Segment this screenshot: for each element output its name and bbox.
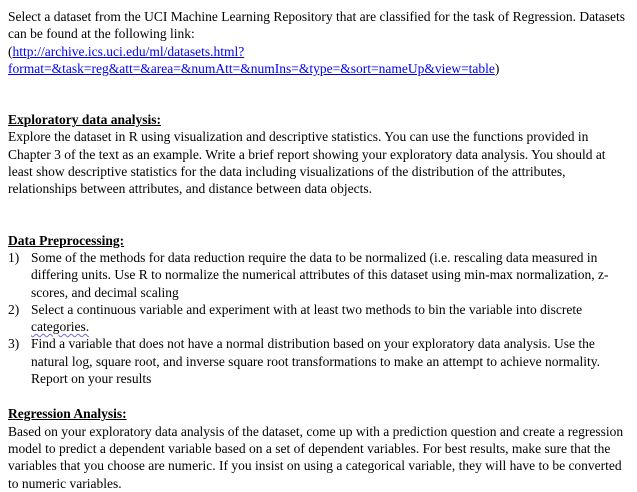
exploratory-heading: Exploratory data analysis: (8, 112, 162, 128)
uci-datasets-link[interactable]: http://archive.ics.uci.edu/ml/datasets.html?format=&task=reg&att=&area=&numAtt=&numIns=&type=&sort=nameUp&view=table (8, 43, 495, 76)
list-item-number: 1) (8, 249, 20, 265)
list-item-text: Some of the methods for data reduction require the data to be normalized (i.e. rescaling data measured in differing units. Use R to normalize the numerical attributes of this dataset using min-max normalization, z-scores, and decimal scaling (31, 249, 609, 300)
preprocessing-heading: Data Preprocessing: (8, 232, 125, 248)
list-item (8, 249, 632, 301)
preprocessing-list (8, 249, 632, 387)
intro-paragraph (8, 8, 632, 77)
intro-text: Select a dataset from the UCI Machine Learning Repository that are classified for the task of Regression. Datasets can be found at the following link: (8, 9, 626, 42)
link-open-paren: ( (8, 43, 13, 59)
list-item (8, 301, 632, 336)
list-item (8, 335, 632, 387)
regression-body: Based on your exploratory data analysis of the dataset, come up with a prediction question and create a regression model to predict a dependent variable based on a set of dependent variables. For best results, make sure that the variables that you choose are numeric. If you insist on using a categorical variable, they will have to be converted to numeric variables. (8, 423, 624, 491)
list-item-text: Select a continuous variable and experiment with at least two methods to bin the variable into discrete (31, 301, 583, 317)
link-close-paren: ) (494, 60, 500, 76)
spacer (8, 77, 632, 111)
exploratory-body: Explore the dataset in R using visualization and descriptive statistics. You can use the functions provided in Chapter 3 of the text as an example. Write a brief report showing your exploratory data analysis. You should at least show descriptive statistics for the data including visualizations of the distribution of the attributes, relationships between attributes, and distance between data objects. (8, 129, 606, 197)
list-item-number: 3) (8, 336, 20, 352)
spacer (8, 387, 632, 405)
spacer (8, 198, 632, 232)
document-page (8, 8, 632, 492)
spellcheck-flagged-word[interactable]: categories. (31, 319, 90, 335)
list-item-number: 2) (8, 301, 20, 317)
list-item-text: Find a variable that does not have a normal distribution based on your exploratory data analysis. Use the natural log, square root, and inverse square root transformations to make an attempt to achieve normality. Report on your results (31, 336, 600, 387)
regression-heading: Regression Analysis: (8, 406, 127, 422)
